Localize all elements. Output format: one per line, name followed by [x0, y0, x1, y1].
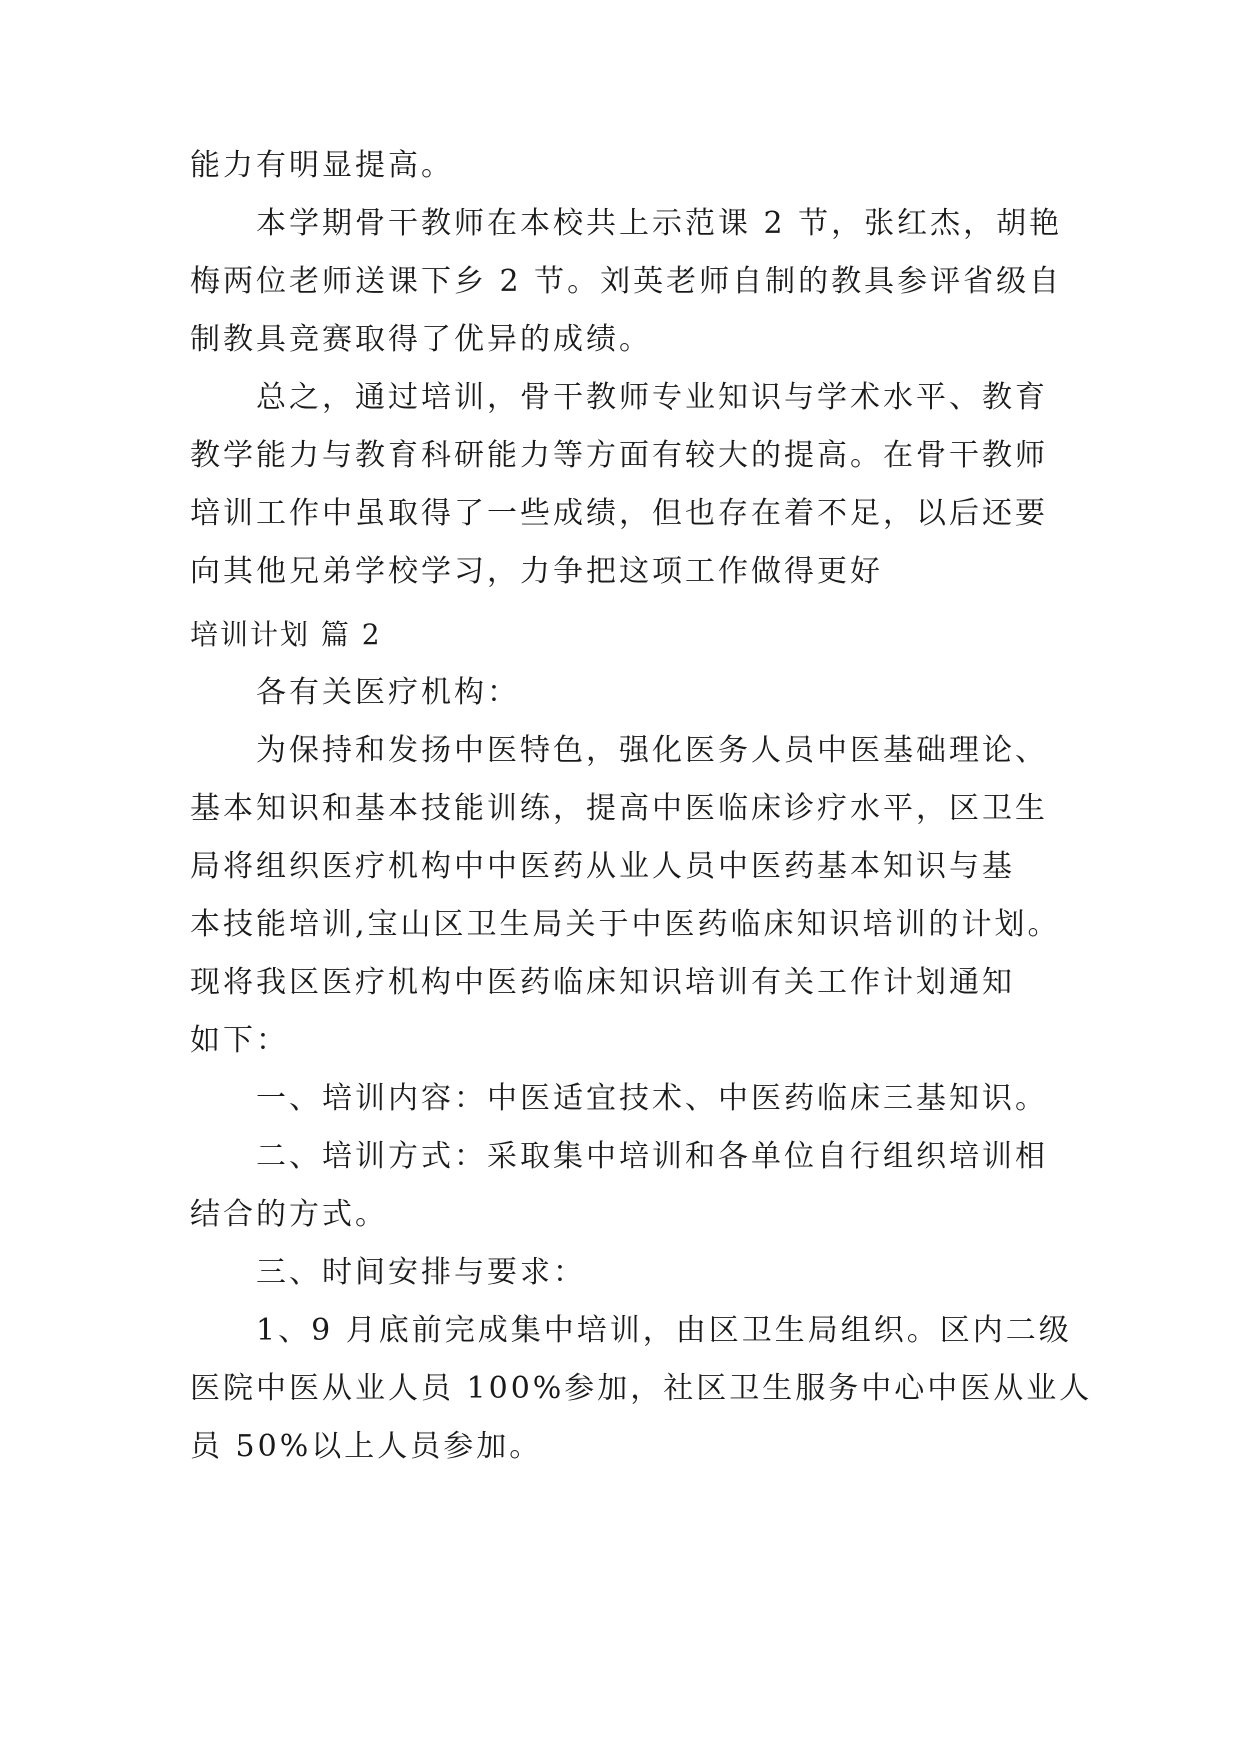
paragraph-line: 二、培训方式：采取集中培训和各单位自行组织培训相 [256, 1139, 1048, 1174]
section-2-heading-block [190, 606, 1070, 664]
paragraph-line: 员 50%以上人员参加。 [190, 1429, 543, 1464]
section-heading: 培训计划 篇 2 [190, 618, 382, 651]
paragraph-line: 各有关医疗机构： [256, 675, 520, 710]
paragraph-line: 制教具竞赛取得了优异的成绩。 [190, 322, 652, 357]
paragraph-line: 本技能培训,宝山区卫生局关于中医药临床知识培训的计划。 [190, 907, 1061, 942]
section-2-body [190, 664, 1093, 1476]
paragraph-line: 培训工作中虽取得了一些成绩，但也存在着不足，以后还要 [190, 496, 1048, 531]
paragraph-line: 如下： [190, 1023, 289, 1058]
paragraph-line: 基本知识和基本技能训练，提高中医临床诊疗水平，区卫生 [190, 791, 1048, 826]
paragraph-line: 一、培训内容：中医适宜技术、中医药临床三基知识。 [256, 1081, 1048, 1116]
paragraph-line: 现将我区医疗机构中医药临床知识培训有关工作计划通知 [190, 965, 1015, 1000]
paragraph-line: 总之，通过培训，骨干教师专业知识与学术水平、教育 [256, 380, 1048, 415]
paragraph-line: 向其他兄弟学校学习，力争把这项工作做得更好 [190, 554, 883, 589]
paragraph-line: 为保持和发扬中医特色，强化医务人员中医基础理论、 [256, 733, 1048, 768]
paragraph-line: 1、9 月底前完成集中培训，由区卫生局组织。区内二级 [256, 1313, 1072, 1348]
paragraph-line: 本学期骨干教师在本校共上示范课 2 节，张红杰，胡艳 [256, 206, 1063, 241]
paragraph-line: 医院中医从业人员 100%参加，社区卫生服务中心中医从业人 [190, 1371, 1093, 1406]
section-1-body [190, 137, 1070, 601]
paragraph-line: 梅两位老师送课下乡 2 节。刘英老师自制的教具参评省级自 [190, 264, 1063, 299]
paragraph-line: 局将组织医疗机构中中医药从业人员中医药基本知识与基 [190, 849, 1015, 884]
paragraph-line: 能力有明显提高。 [190, 148, 454, 183]
paragraph-line: 结合的方式。 [190, 1197, 388, 1232]
paragraph-line: 三、时间安排与要求： [256, 1255, 586, 1290]
paragraph-line: 教学能力与教育科研能力等方面有较大的提高。在骨干教师 [190, 438, 1048, 473]
